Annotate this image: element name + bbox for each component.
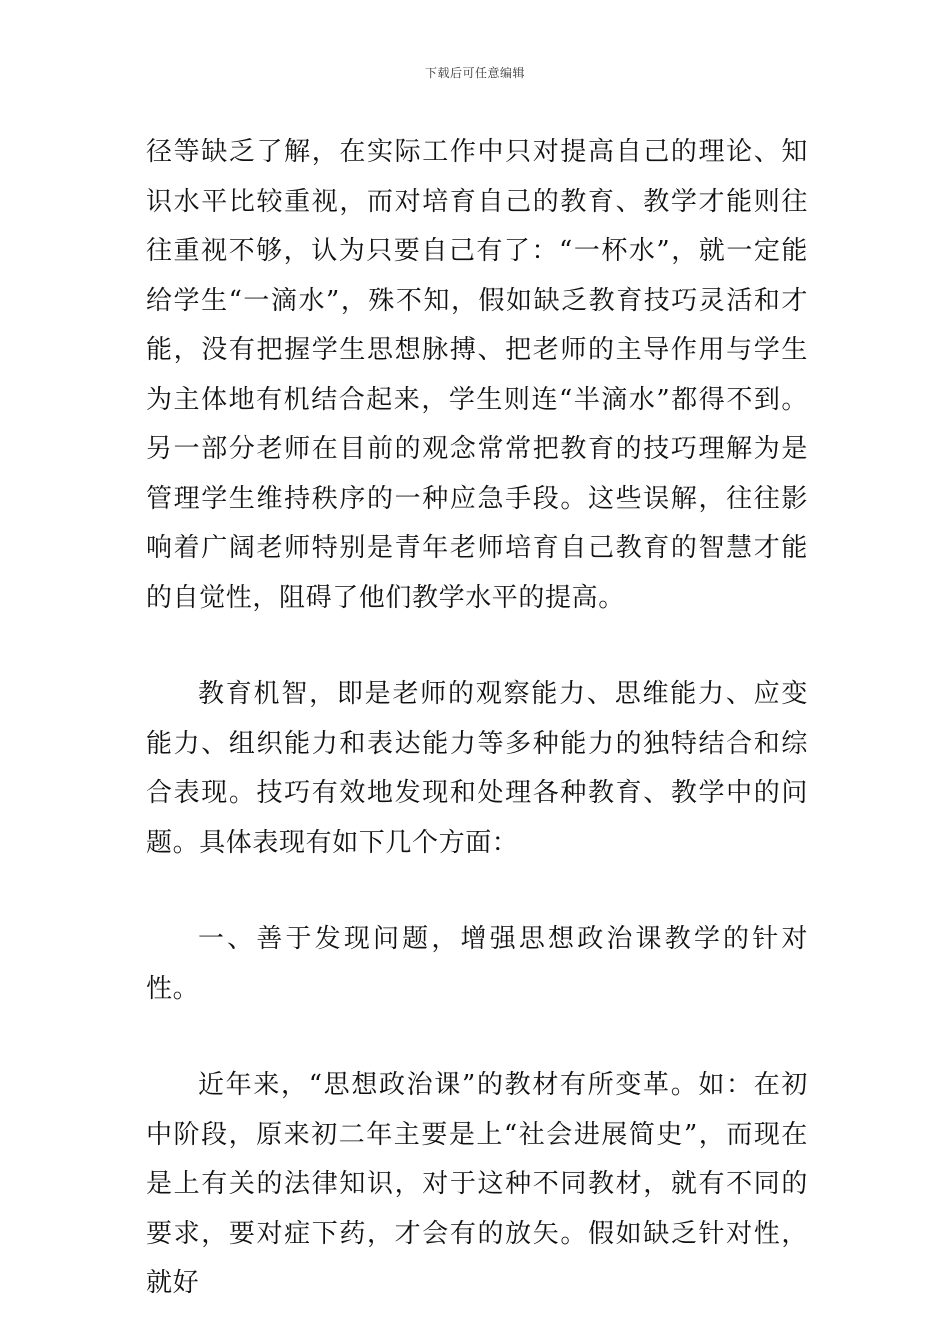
- paragraph-gap: [146, 1014, 808, 1061]
- paragraph-gap: [146, 623, 808, 670]
- document-body: [146, 128, 808, 1309]
- paragraph-3: 近年来，“思想政治课”的教材有所变革。如：在初中阶段，原来初二年主要是上“社会进展简史”，而现在是上有关的法律知识，对于这种不同教材，就有不同的要求，要对症下药，才会有的放矢。假如缺乏针对性，就好: [146, 1070, 808, 1298]
- paragraph-gap: [146, 868, 808, 915]
- section-heading: 一、善于发现问题，增强思想政治课教学的针对性。: [146, 924, 808, 1004]
- paragraph-2: 教育机智，即是老师的观察能力、思维能力、应变能力、组织能力和表达能力等多种能力的独特结合和综合表现。技巧有效地发现和处理各种教育、教学中的问题。具体表现有如下几个方面：: [146, 679, 808, 858]
- page-header: 下载后可任意编辑: [424, 66, 525, 80]
- paragraph-1: 径等缺乏了解，在实际工作中只对提高自己的理论、知识水平比较重视，而对培育自己的教育、教学才能则往往重视不够，认为只要自己有了：“一杯水”，就一定能给学生“一滴水”，殊不知，假如缺乏教育技巧灵活和才能，没有把握学生思想脉搏、把老师的主导作用与学生为主体地有机结合起来，学生则连“半滴水”都得不到。另一部分老师在目前的观念常常把教育的技巧理解为是管理学生维持秩序的一种应急手段。这些误解，往往影响着广阔老师特别是青年老师培育自己教育的智慧才能的自觉性，阻碍了他们教学水平的提高。: [146, 137, 808, 613]
